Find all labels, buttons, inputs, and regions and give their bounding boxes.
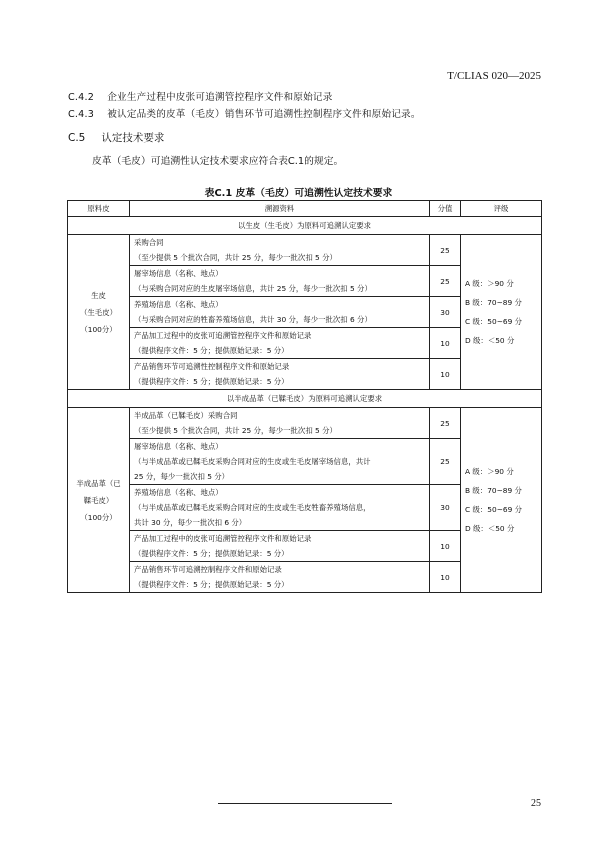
trace-line: 产品销售环节可追溯性控制程序文件和原始记录: [134, 362, 290, 371]
header-material: 原料皮: [68, 201, 130, 217]
table-body: [68, 217, 542, 593]
clause-text: 被认定品类的皮革（毛皮）销售环节可追溯性控制程序文件和原始记录。: [107, 109, 421, 120]
clause-c-4-3: [68, 106, 421, 120]
material-line: （100分）: [80, 512, 117, 522]
grade-line: D 级：＜50 分: [465, 524, 515, 533]
trace-line: 养殖场信息（名称、地点）: [134, 488, 223, 497]
trace-line: 屠宰场信息（名称、地点）: [134, 442, 223, 451]
section-title: 认定技术要求: [101, 132, 165, 144]
grade-line: D 级：＜50 分: [465, 336, 515, 345]
trace-line: （至少提供 5 个批次合同，共计 25 分，每少一批次扣 5 分）: [134, 253, 337, 262]
group-label-row: [68, 217, 542, 235]
score-cell: 10: [430, 531, 461, 562]
score-cell: 25: [430, 235, 461, 266]
table-caption: 表C.1 皮革（毛皮）可追溯性认定技术要求: [204, 188, 393, 199]
trace-line: 共计 30 分，每少一批次扣 6 分）: [134, 518, 247, 527]
group-label: 以半成品革（已鞣毛皮）为原料可追溯认定要求: [68, 390, 542, 408]
material-cell: [68, 408, 130, 593]
material-line: （生毛皮）: [80, 307, 117, 317]
score-cell: 25: [430, 266, 461, 297]
trace-cell: [130, 439, 430, 485]
score-cell: 30: [430, 485, 461, 531]
grade-line: C 级：50~69 分: [465, 317, 523, 326]
trace-line: （提供程序文件：5 分；提供原始记录：5 分）: [134, 346, 289, 355]
trace-line: （至少提供 5 个批次合同，共计 25 分，每少一批次扣 5 分）: [134, 426, 337, 435]
group-label-row: [68, 390, 542, 408]
table-header-row: [68, 201, 542, 217]
trace-cell: [130, 408, 430, 439]
grade-line: C 级：50~69 分: [465, 505, 523, 514]
trace-line: （与采购合同对应的牲畜养殖场信息，共计 30 分，每少一批次扣 6 分）: [134, 315, 372, 324]
trace-line: 采购合同: [134, 238, 164, 247]
header-grade: 评级: [461, 201, 542, 217]
score-cell: 30: [430, 297, 461, 328]
grade-line: A 级：＞90 分: [465, 467, 514, 476]
score-cell: 10: [430, 562, 461, 593]
score-cell: 25: [430, 439, 461, 485]
trace-line: 产品销售环节可追溯控制程序文件和原始记录: [134, 565, 282, 574]
page-number: 25: [531, 798, 541, 809]
material-line: （100分）: [80, 324, 117, 334]
material-line: 鞣毛皮）: [83, 495, 114, 505]
header-trace: 溯源资料: [130, 201, 430, 217]
trace-cell: [130, 531, 430, 562]
clause-number: C.4.2: [68, 92, 95, 103]
clause-c-4-2: [68, 89, 333, 103]
trace-line: 养殖场信息（名称、地点）: [134, 300, 223, 309]
section-heading: [68, 130, 164, 145]
score-cell: 10: [430, 359, 461, 390]
trace-cell: [130, 328, 430, 359]
trace-line: （与采购合同对应的生皮屠宰场信息，共计 25 分，每少一批次扣 5 分）: [134, 284, 372, 293]
trace-line: 产品加工过程中的皮张可追溯管控程序文件和原始记录: [134, 534, 312, 543]
grade-line: B 级：70~89 分: [465, 486, 522, 495]
trace-line: （提供程序文件：5 分；提供原始记录：5 分）: [134, 580, 289, 589]
material-cell: [68, 235, 130, 390]
trace-cell: [130, 297, 430, 328]
trace-line: （与半成品革或已鞣毛皮采购合同对应的生皮或生毛皮牲畜养殖场信息，: [134, 503, 371, 512]
score-cell: 10: [430, 328, 461, 359]
grade-cell: [461, 408, 542, 593]
table-row: [68, 408, 542, 439]
material-line: 生皮: [91, 290, 106, 300]
table-row: [68, 235, 542, 266]
trace-line: （提供程序文件：5 分；提供原始记录：5 分）: [134, 377, 289, 386]
trace-line: 25 分，每少一批次扣 5 分）: [134, 472, 230, 481]
trace-line: 产品加工过程中的皮张可追溯管控程序文件和原始记录: [134, 331, 312, 340]
grade-cell: [461, 235, 542, 390]
trace-line: 屠宰场信息（名称、地点）: [134, 269, 223, 278]
trace-line: （提供程序文件：5 分；提供原始记录：5 分）: [134, 549, 289, 558]
score-cell: 25: [430, 408, 461, 439]
trace-cell: [130, 266, 430, 297]
body-paragraph: 皮革（毛皮）可追溯性认定技术要求应符合表C.1的规定。: [92, 156, 344, 167]
trace-line: 半成品革（已鞣毛皮）采购合同: [134, 411, 238, 420]
standard-code: T/CLIAS 020—2025: [447, 70, 541, 82]
clause-text: 企业生产过程中皮张可追溯管控程序文件和原始记录: [107, 92, 333, 103]
grade-line: B 级：70~89 分: [465, 298, 522, 307]
group-label: 以生皮（生毛皮）为原料可追溯认定要求: [68, 217, 542, 235]
trace-cell: [130, 359, 430, 390]
trace-line: （与半成品革或已鞣毛皮采购合同对应的生皮或生毛皮屠宰场信息，共计: [134, 457, 371, 466]
header-score: 分值: [430, 201, 461, 217]
footer-rule: [218, 803, 392, 804]
grade-line: A 级：＞90 分: [465, 279, 514, 288]
requirements-table: [67, 200, 542, 593]
trace-cell: [130, 485, 430, 531]
clause-number: C.4.3: [68, 109, 95, 120]
material-line: 半成品革（已: [76, 478, 121, 488]
trace-cell: [130, 235, 430, 266]
section-number: C.5: [68, 132, 86, 144]
trace-cell: [130, 562, 430, 593]
